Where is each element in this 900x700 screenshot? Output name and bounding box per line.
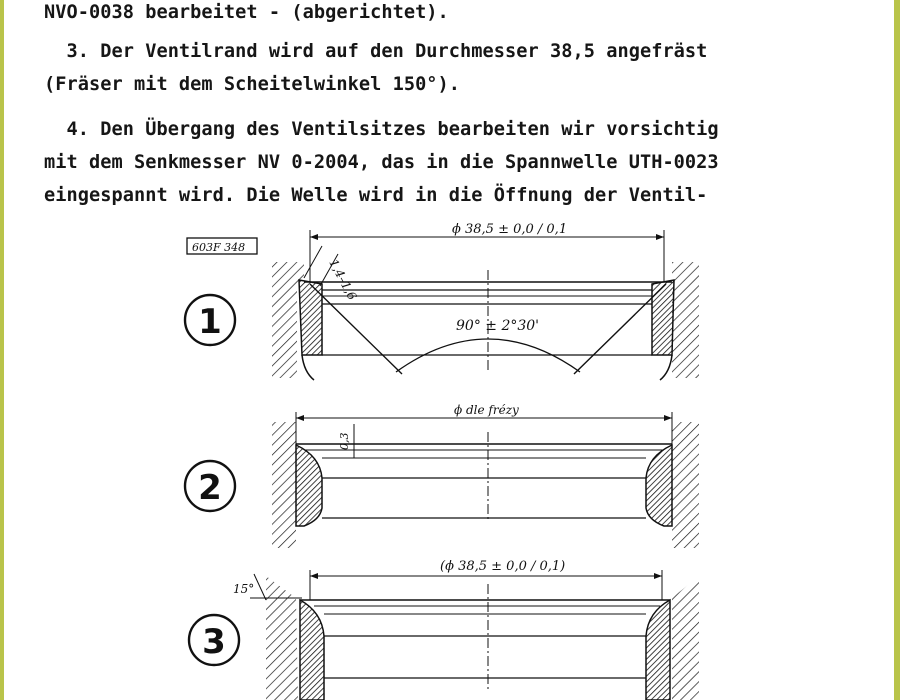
figure-step-1 (185, 222, 699, 380)
angle-label: 15° (233, 582, 255, 596)
step-number-label: 2 (198, 468, 222, 508)
text-line: (Fräser mit dem Scheitelwinkel 150°). (44, 74, 461, 95)
step-number-label: 1 (198, 302, 222, 342)
text-line: 4. Den Übergang des Ventilsitzes bearbeiten wir vorsichtig (44, 119, 719, 140)
reference-code-label: 603F 348 (192, 241, 246, 254)
small-dimension-label: 0,3 (338, 432, 351, 450)
dimension-label: ϕ dle frézy (454, 403, 519, 417)
angle-label: 90° ± 2°30' (456, 318, 540, 334)
text-line: NVO-0038 bearbeitet - (abgerichtet). (44, 2, 449, 23)
figure-step-3 (189, 559, 699, 700)
document-page (4, 0, 894, 700)
valve-seat-drawing (4, 0, 894, 700)
reference-code-box (187, 238, 257, 254)
chamfer-dimension-label: 1,4–1,6 (326, 256, 360, 303)
text-line: 3. Der Ventilrand wird auf den Durchmesser 38,5 angefräst (44, 41, 708, 62)
figure-step-2 (185, 403, 699, 548)
dimension-label: (ϕ 38,5 ± 0,0 / 0,1) (440, 559, 566, 574)
text-line: mit dem Senkmesser NV 0-2004, das in die Spannwelle UTH-0023 (44, 152, 719, 173)
text-line: eingespannt wird. Die Welle wird in die Öffnung der Ventil- (44, 185, 708, 206)
dimension-label: ϕ 38,5 ± 0,0 / 0,1 (452, 222, 568, 237)
step-number-label: 3 (202, 622, 226, 662)
